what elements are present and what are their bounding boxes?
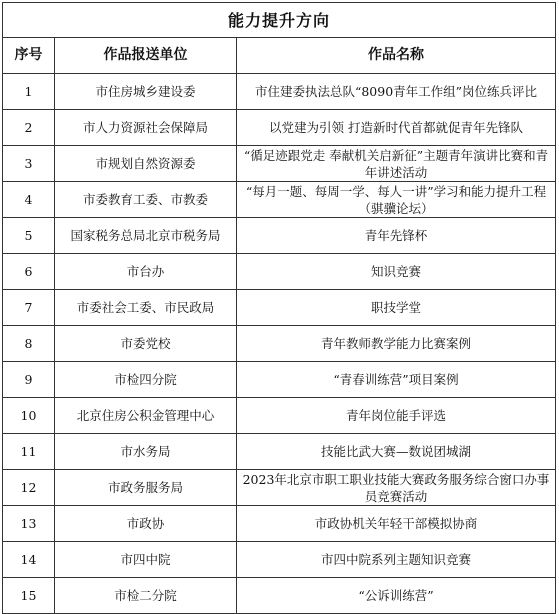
row-work: 青年岗位能手评选	[237, 398, 556, 434]
row-unit: 北京住房公积金管理中心	[55, 398, 237, 434]
row-index: 9	[3, 362, 55, 398]
row-index: 1	[3, 74, 55, 110]
row-unit: 国家税务总局北京市税务局	[55, 218, 237, 254]
row-unit: 市台办	[55, 254, 237, 290]
table-row	[3, 578, 556, 614]
table-title: 能力提升方向	[3, 3, 556, 38]
row-unit: 市政务服务局	[55, 470, 237, 506]
table-row	[3, 326, 556, 362]
row-index: 7	[3, 290, 55, 326]
row-work: 青年先锋杯	[237, 218, 556, 254]
header-index: 序号	[3, 38, 55, 74]
row-work: 以党建为引领 打造新时代首都就促青年先锋队	[237, 110, 556, 146]
row-work: 2023年北京市职工职业技能大赛政务服务综合窗口办事员竞赛活动	[237, 470, 556, 506]
row-index: 8	[3, 326, 55, 362]
row-index: 11	[3, 434, 55, 470]
row-index: 14	[3, 542, 55, 578]
table-body	[3, 74, 556, 614]
row-unit: 市水务局	[55, 434, 237, 470]
document-sheet	[2, 2, 555, 614]
row-index: 13	[3, 506, 55, 542]
row-index: 5	[3, 218, 55, 254]
row-work: 市四中院系列主题知识竞赛	[237, 542, 556, 578]
row-work: 市政协机关年轻干部模拟协商	[237, 506, 556, 542]
row-index: 10	[3, 398, 55, 434]
row-unit: 市委党校	[55, 326, 237, 362]
row-unit: 市委社会工委、市民政局	[55, 290, 237, 326]
table-row	[3, 542, 556, 578]
row-index: 3	[3, 146, 55, 182]
table-row	[3, 254, 556, 290]
row-unit: 市住房城乡建设委	[55, 74, 237, 110]
table-row	[3, 506, 556, 542]
table-row	[3, 470, 556, 506]
table-row	[3, 218, 556, 254]
row-work: “循足迹跟党走 奉献机关启新征”主题青年演讲比赛和青年讲述活动	[237, 146, 556, 182]
table-row	[3, 362, 556, 398]
row-index: 4	[3, 182, 55, 218]
row-unit: 市政协	[55, 506, 237, 542]
row-work: 技能比武大赛—数说团城湖	[237, 434, 556, 470]
row-work: 青年教师教学能力比赛案例	[237, 326, 556, 362]
row-unit: 市委教育工委、市教委	[55, 182, 237, 218]
row-work: “每月一题、每周一学、每人一讲”学习和能力提升工程（骐骥论坛）	[237, 182, 556, 218]
table-row	[3, 290, 556, 326]
row-unit: 市人力资源社会保障局	[55, 110, 237, 146]
header-unit: 作品报送单位	[55, 38, 237, 74]
row-index: 15	[3, 578, 55, 614]
row-index: 2	[3, 110, 55, 146]
row-work: “青春训练营”项目案例	[237, 362, 556, 398]
row-unit: 市检二分院	[55, 578, 237, 614]
table-row	[3, 182, 556, 218]
table-row	[3, 146, 556, 182]
title-row	[3, 3, 556, 38]
row-unit: 市四中院	[55, 542, 237, 578]
ability-table	[2, 2, 556, 614]
table-row	[3, 74, 556, 110]
row-unit: 市检四分院	[55, 362, 237, 398]
table-row	[3, 434, 556, 470]
row-unit: 市规划自然资源委	[55, 146, 237, 182]
row-index: 12	[3, 470, 55, 506]
header-row	[3, 38, 556, 74]
table-row	[3, 398, 556, 434]
row-work: 知识竞赛	[237, 254, 556, 290]
row-work: 职技学堂	[237, 290, 556, 326]
row-index: 6	[3, 254, 55, 290]
table-row	[3, 110, 556, 146]
row-work: 市住建委执法总队“8090青年工作组”岗位练兵评比	[237, 74, 556, 110]
row-work: “公诉训练营”	[237, 578, 556, 614]
header-work: 作品名称	[237, 38, 556, 74]
